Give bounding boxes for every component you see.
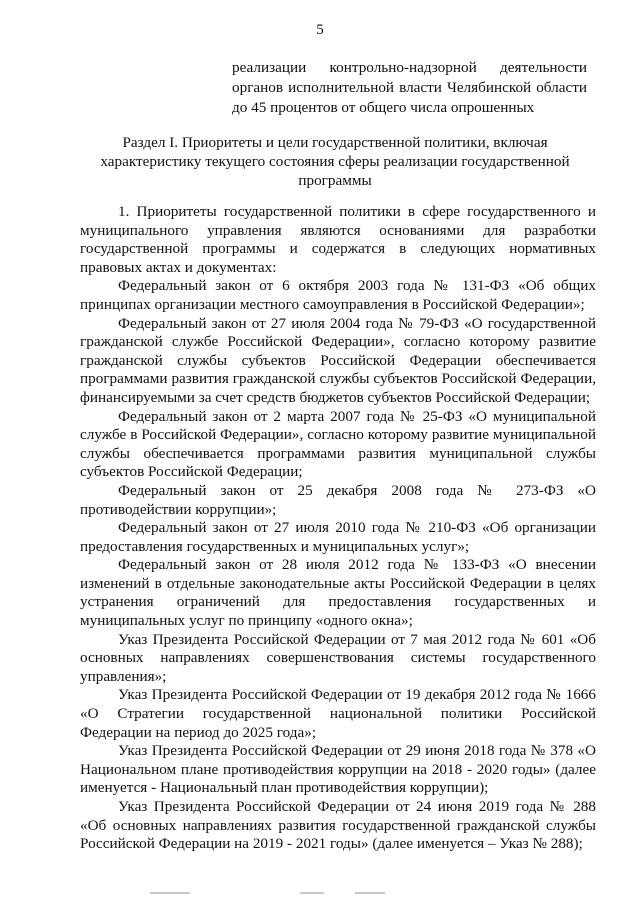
table-cell-line: до 45 процентов от общего числа опрошенных <box>232 99 535 116</box>
paragraph: Указ Президента Российской Федерации от 7 мая 2012 года № 601 «Об основных направлениях совершенствования системы государственного управления»; <box>80 630 596 685</box>
scan-artifact <box>150 892 190 894</box>
paragraph: Федеральный закон от 27 июля 2010 года № 210-ФЗ «Об организации предоставления государственных и муниципальных услуг»; <box>80 519 596 555</box>
document-body <box>80 203 596 854</box>
section-title: Раздел I. Приоритеты и цели государственной политики, включая характеристику текущего состояния сферы реализации государственной программы <box>100 134 570 189</box>
paragraph: Указ Президента Российской Федерации от 19 декабря 2012 года № 1666 «О Стратегии государственной национальной политики Российской Федерации на период до 2025 года»; <box>80 686 596 741</box>
paragraph: 1. Приоритеты государственной политики в сфере государственного и муниципального управления являются основаниями для разработки государственной программы и содержатся в следующих нормативных правовых актах и документах: <box>80 203 596 276</box>
scan-artifact <box>355 892 385 894</box>
table-cell-line: органов исполнительной власти Челябинской области <box>232 79 587 96</box>
indicator-table-cell <box>232 58 587 118</box>
paragraph: Указ Президента Российской Федерации от 29 июня 2018 года № 378 «О Национальном плане противодействия коррупции на 2018 - 2020 годы» (далее именуется - Национальный план противодействия коррупции); <box>80 742 596 797</box>
table-cell-line: реализации контрольно-надзорной деятельности <box>232 59 587 76</box>
paragraph: Федеральный закон от 28 июля 2012 года № 133-ФЗ «О внесении изменений в отдельные законодательные акты Российской Федерации в целях устранения ограничений для предоставления государственных и муниципальных услуг по принципу «одного окна»; <box>80 556 596 630</box>
paragraph: Федеральный закон от 27 июля 2004 года № 79-ФЗ «О государственной гражданской службе Российской Федерации», согласно которому развитие гражданской службы субъектов Российской Федерации обеспечивается программами развития гражданской службы субъектов Российской Федерации, финансируемыми за счет средств бюджетов субъектов Российской Федерации; <box>80 314 596 406</box>
page-number: 5 <box>316 22 324 38</box>
paragraph: Федеральный закон от 25 декабря 2008 года № 273-ФЗ «О противодействии коррупции»; <box>80 481 596 518</box>
scan-artifact <box>300 892 324 894</box>
paragraph: Указ Президента Российской Федерации от 24 июня 2019 года № 288 «Об основных направлениях развития государственной гражданской службы Российской Федерации на 2019 - 2021 годы» (далее именуется – Указ № 288); <box>80 798 596 853</box>
paragraph: Федеральный закон от 2 марта 2007 года № 25-ФЗ «О муниципальной службе в Российской Федерации», согласно которому развитие муниципальной службы обеспечивается программами развития муниципальной службы субъектов Российской Федерации; <box>80 407 596 481</box>
paragraph: Федеральный закон от 6 октября 2003 года № 131-ФЗ «Об общих принципах организации местного самоуправления в Российской Федерации»; <box>80 277 596 313</box>
